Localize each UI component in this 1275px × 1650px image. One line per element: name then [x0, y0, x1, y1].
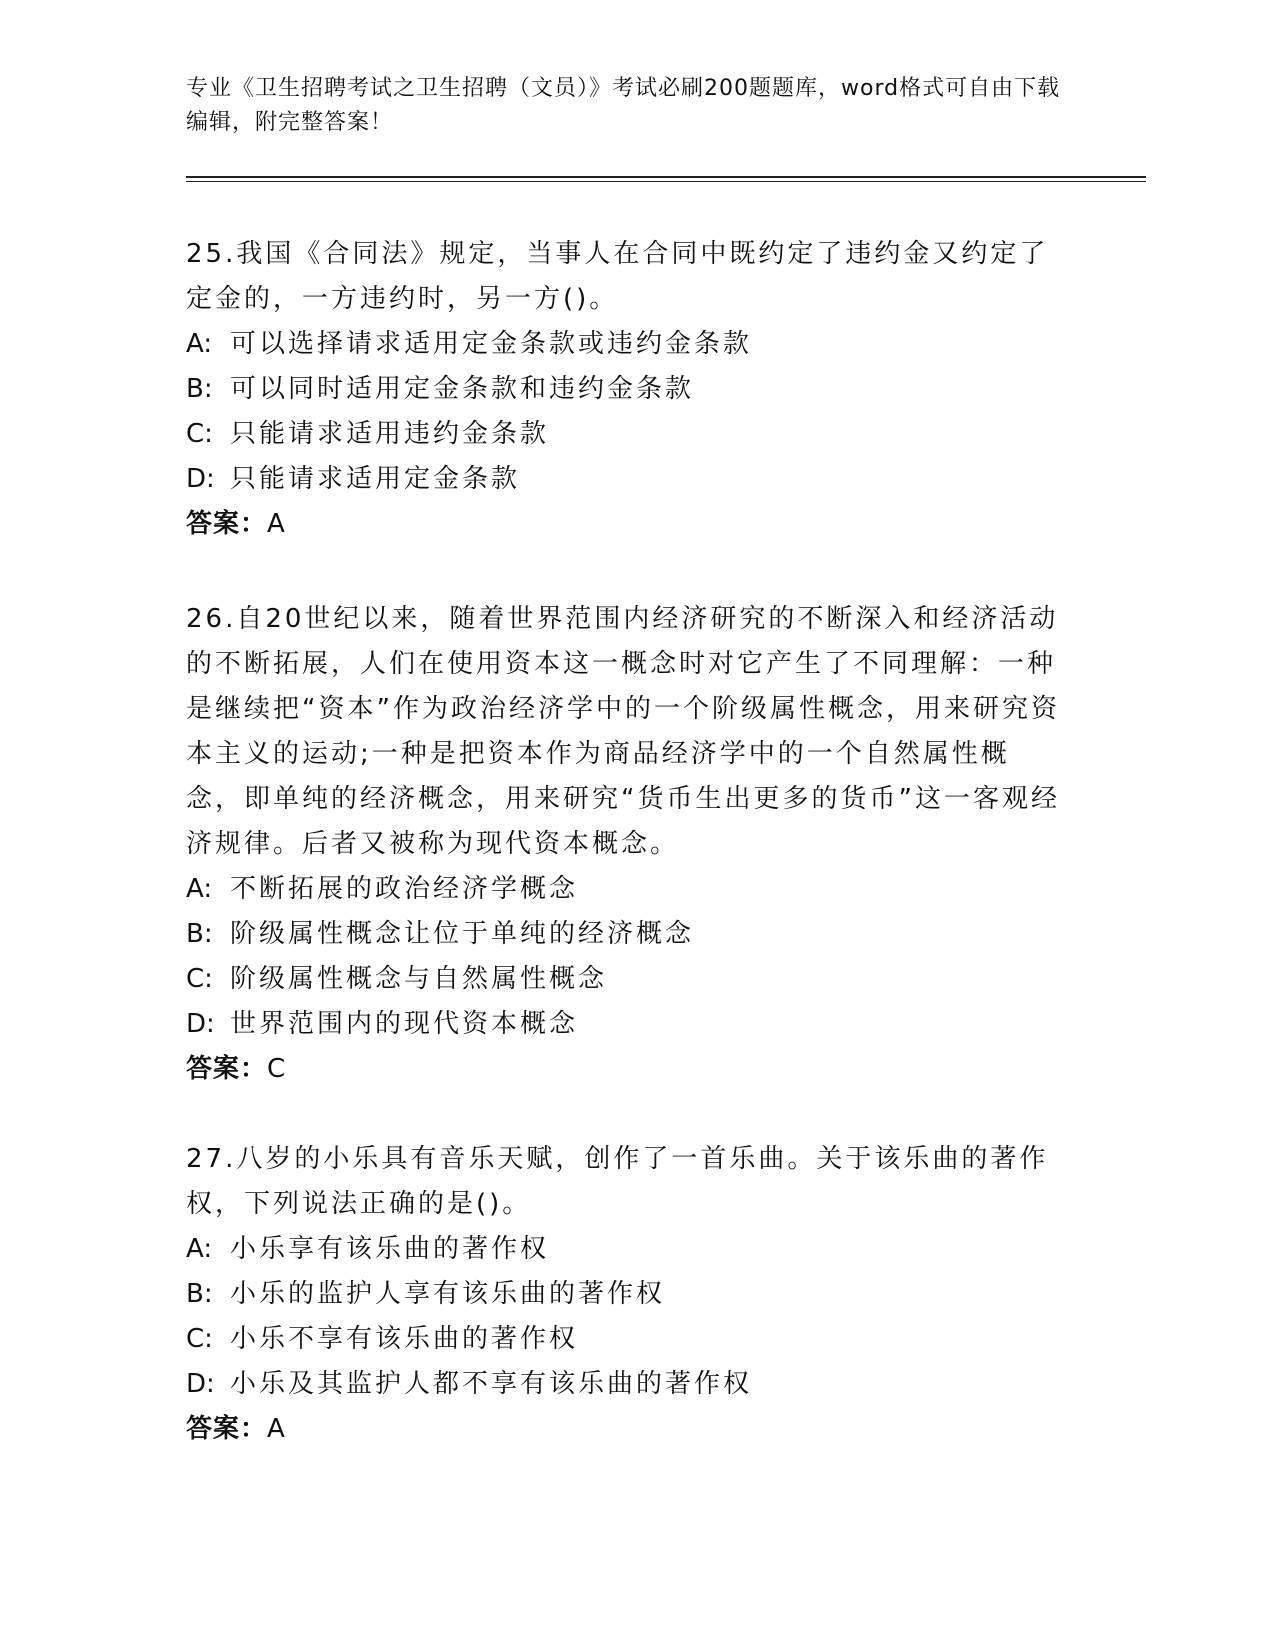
- answer-value: C: [267, 1054, 287, 1084]
- option-letter: A:: [186, 1234, 213, 1264]
- option-letter: A:: [186, 874, 213, 904]
- option-letter: C:: [186, 964, 213, 994]
- option-c: [186, 1317, 1066, 1362]
- option-b: [186, 367, 1066, 412]
- answer-line: [186, 1047, 1066, 1092]
- option-letter: B:: [186, 919, 213, 949]
- option-a: [186, 322, 1066, 367]
- option-a: [186, 867, 1066, 912]
- option-text: 不断拓展的政治经济学概念: [230, 874, 579, 904]
- option-text: 小乐的监护人享有该乐曲的著作权: [230, 1279, 666, 1309]
- option-text: 可以选择请求适用定金条款或违约金条款: [230, 329, 753, 359]
- option-d: [186, 457, 1066, 502]
- option-letter: A:: [186, 329, 213, 359]
- option-text: 小乐享有该乐曲的著作权: [230, 1234, 550, 1264]
- option-b: [186, 912, 1066, 957]
- question-25: [186, 232, 1066, 547]
- option-letter: C:: [186, 419, 213, 449]
- option-letter: D:: [186, 1369, 215, 1399]
- option-text: 只能请求适用定金条款: [230, 464, 521, 494]
- option-text: 世界范围内的现代资本概念: [230, 1009, 579, 1039]
- option-letter: D:: [186, 464, 215, 494]
- option-a: [186, 1227, 1066, 1272]
- answer-line: [186, 502, 1066, 547]
- answer-label: 答案：: [186, 1414, 268, 1444]
- question-text: 27.八岁的小乐具有音乐天赋，创作了一首乐曲。关于该乐曲的著作权，下列说法正确的是()。: [186, 1144, 1049, 1219]
- document-header: 专业《卫生招聘考试之卫生招聘（文员）》考试必刷200题题库，word格式可自由下载编辑，附完整答案！: [186, 76, 1061, 135]
- answer-label: 答案：: [186, 509, 268, 539]
- option-d: [186, 1002, 1066, 1047]
- option-c: [186, 957, 1066, 1002]
- option-text: 小乐不享有该乐曲的著作权: [230, 1324, 579, 1354]
- option-text: 可以同时适用定金条款和违约金条款: [230, 374, 695, 404]
- option-c: [186, 412, 1066, 457]
- option-text: 只能请求适用违约金条款: [230, 419, 550, 449]
- option-text: 小乐及其监护人都不享有该乐曲的著作权: [230, 1369, 753, 1399]
- question-text: 26.自20世纪以来，随着世界范围内经济研究的不断深入和经济活动的不断拓展，人们在使用资本这一概念时对它产生了不同理解：一种是继续把“资本”作为政治经济学中的一个阶级属性概念，用来研究资本主义的运动;一种是把资本作为商品经济学中的一个自然属性概念，即单纯的经济概念，用来研究“货币生出更多的货币”这一客观经济规律。后者又被称为现代资本概念。: [186, 604, 1060, 859]
- answer-value: A: [267, 509, 286, 539]
- question-text: 25.我国《合同法》规定，当事人在合同中既约定了违约金又约定了定金的，一方违约时，另一方()。: [186, 239, 1049, 314]
- answer-label: 答案：: [186, 1054, 268, 1084]
- option-d: [186, 1362, 1066, 1407]
- question-26: [186, 597, 1066, 1092]
- option-text: 阶级属性概念让位于单纯的经济概念: [230, 919, 695, 949]
- option-text: 阶级属性概念与自然属性概念: [230, 964, 608, 994]
- answer-value: A: [267, 1414, 286, 1444]
- header-divider-thin: [186, 181, 1146, 182]
- header-divider: [186, 176, 1146, 178]
- question-27: [186, 1137, 1066, 1452]
- option-letter: B:: [186, 374, 213, 404]
- option-letter: D:: [186, 1009, 215, 1039]
- answer-line: [186, 1407, 1066, 1452]
- option-letter: B:: [186, 1279, 213, 1309]
- option-letter: C:: [186, 1324, 213, 1354]
- option-b: [186, 1272, 1066, 1317]
